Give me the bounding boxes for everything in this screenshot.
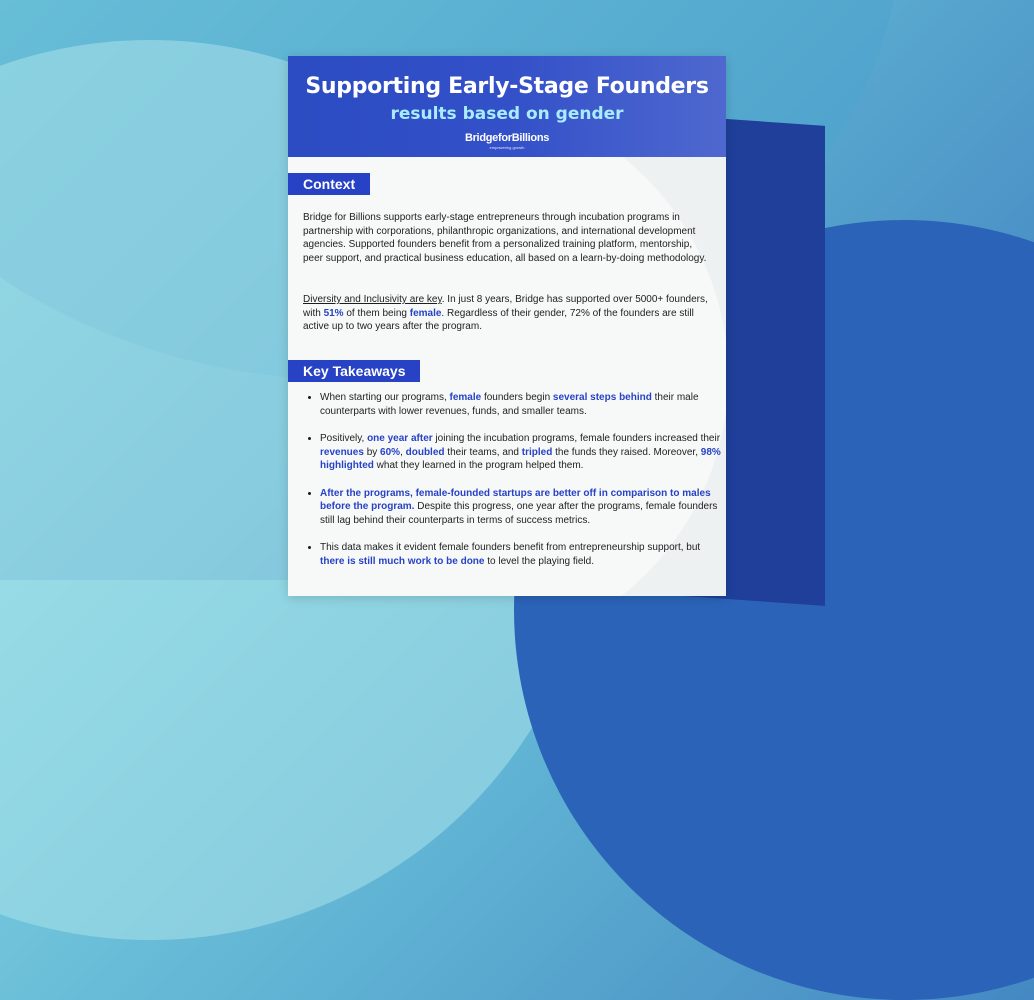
highlight-text: tripled [521, 446, 553, 458]
document-page [288, 56, 726, 596]
highlight-text: After the programs, female-founded startups are better off in comparison to males before the program. [320, 487, 711, 512]
text-run: This data makes it evident female founders benefit from entrepreneurship support, but [320, 542, 701, 553]
text-run: by [363, 446, 381, 458]
list-item [320, 541, 725, 568]
text-run: Despite this progress, one year after the programs, female founders still lag behind their counterparts in terms of success metrics. [320, 501, 718, 526]
text-run: Positively, [320, 433, 368, 444]
header-banner [288, 56, 726, 157]
list-item [320, 487, 725, 528]
text-run: their teams, and [444, 446, 522, 458]
highlight-text: one year after [367, 433, 433, 444]
context-paragraph: Bridge for Billions supports early-stage entrepreneurs through incubation programs in partnership with corporations, philanthropic organizations, and international development agencies. Supported founders benefit from a personalized training platform, mentorship, peer support, and practical business education, all based on a learn-by-doing methodology. [303, 212, 707, 264]
key-takeaways-heading: Key Takeaways [288, 360, 420, 382]
page-subtitle: results based on gender [390, 104, 624, 124]
text-run: to level the playing field. [484, 555, 594, 567]
text-run: , [400, 446, 406, 458]
highlight-text: 51% [323, 307, 344, 319]
list-item [320, 432, 725, 473]
text-run: their male counterparts with lower revenues, funds, and smaller teams. [320, 392, 699, 417]
text-run: . Regardless of their gender, 72% of the founders are still active up to two years after the program. [303, 307, 694, 332]
text-run: founders begin [481, 392, 553, 403]
text-run: . In just 8 years, Bridge has supported over 5000+ founders, with [303, 294, 708, 319]
takeaways-list [303, 391, 725, 582]
text-run: joining the incubation programs, female founders increased their [432, 433, 721, 444]
text-run: When starting our programs, [320, 392, 450, 403]
highlight-text: revenues [320, 446, 364, 458]
text-run: the funds they raised. Moreover, [552, 446, 701, 458]
highlight-text: 98% highlighted [320, 446, 721, 471]
context-heading: Context [288, 173, 370, 195]
highlight-text: 60% [380, 446, 401, 458]
highlight-text: female [409, 307, 442, 319]
text-run: of them being [343, 307, 410, 319]
highlight-text: female [449, 392, 482, 403]
text-run: what they learned in the program helped them. [373, 460, 584, 471]
page-title: Supporting Early-Stage Founders [305, 74, 709, 99]
list-item [320, 391, 725, 418]
brand-logo: BridgeforBillions [464, 132, 550, 144]
highlight-text: doubled [405, 446, 445, 458]
diversity-paragraph [303, 293, 708, 334]
highlight-text: there is still much work to be done [320, 555, 485, 567]
diversity-underlined: Diversity and Inclusivity are key [303, 294, 442, 305]
highlight-text: several steps behind [552, 392, 652, 403]
brand-tagline: empowering growth [489, 145, 525, 150]
